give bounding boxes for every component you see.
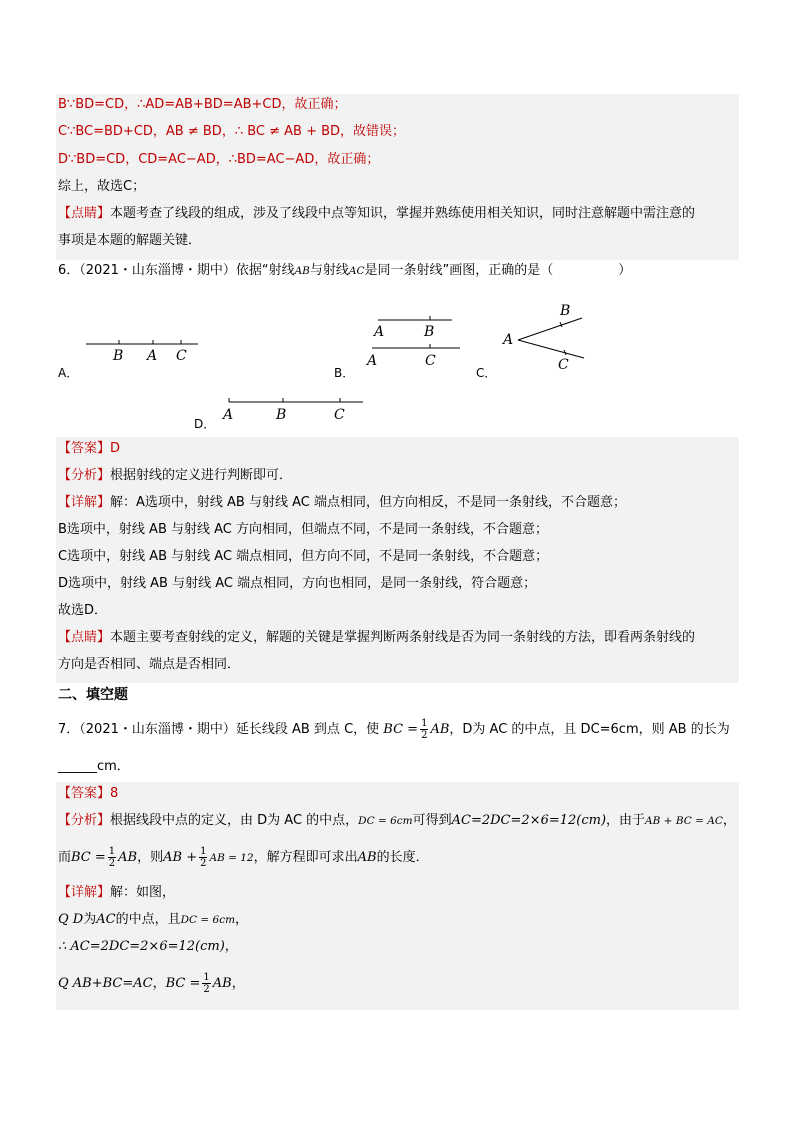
analysis-eq: AB = 12 (209, 852, 254, 864)
detail-tag: 【详解】 (58, 495, 111, 510)
analysis-text: 根据线段中点的定义，由 D为 AC 的中点， (110, 813, 359, 828)
analysis-sum: AB + BC = AC (645, 815, 723, 827)
q7-stem (58, 718, 730, 741)
detail-text: 为 (83, 912, 97, 927)
fig-c-point-c: C (558, 357, 569, 373)
comment-tag: 【点睛】 (58, 630, 111, 645)
fig-a-point-c: C (176, 348, 187, 364)
frac-num: 1 (200, 846, 207, 857)
detail-since-d: Q D (58, 912, 84, 927)
frac-num: 1 (203, 972, 210, 983)
frac-num: 1 (108, 846, 116, 857)
q7-detail-3 (58, 938, 238, 956)
analysis-text: ，解方程即可求出 (253, 850, 358, 865)
analysis-ab-plus: AB + (163, 850, 198, 865)
q6-detail-b: B选项中，射线 AB 与射线 AC 方向相同，但端点不同，不是同一条射线，不合题意； (58, 522, 549, 537)
answer-value: 8 (110, 786, 119, 801)
detail-text: ， (235, 912, 249, 927)
q6-stem (58, 262, 631, 280)
frac-num: 1 (421, 718, 428, 729)
q7-stem-ab: AB (430, 722, 450, 737)
q6-choice: 故选D． (58, 603, 108, 618)
fig-b-top-a: A (374, 324, 385, 340)
q7-detail-4 (58, 972, 245, 995)
answer-tag: 【答案】 (58, 786, 111, 801)
q7-detail-1 (58, 884, 175, 902)
analysis-text: 根据射线的定义进行判断即可． (110, 468, 293, 483)
answer-tag: 【答案】 (58, 441, 111, 456)
q6-option-b-label: B． (334, 366, 355, 380)
fig-b-bottom-a: A (367, 353, 378, 369)
q6-figure-a (80, 330, 210, 366)
fig-c-point-b: B (560, 303, 571, 319)
detail-ac-calc: ∴ AC=2DC=2×6=12(cm) (58, 939, 225, 954)
analysis-ab-2: AB (357, 850, 377, 865)
q6-comment-2: 方向是否相同、端点是否相同． (58, 657, 241, 672)
fig-b-bottom-c: C (425, 353, 436, 369)
q6-detail-a (58, 494, 626, 512)
detail-bc: BC = (165, 976, 201, 991)
frac-den: 2 (200, 858, 207, 869)
analysis-text: ，则 (137, 850, 164, 865)
analysis-tag: 【分析】 (58, 813, 111, 828)
q6-comment-1 (58, 629, 695, 647)
analysis-text: ， (722, 813, 736, 828)
analysis-frac-2 (199, 846, 207, 869)
q6-answer (58, 440, 120, 458)
fig-c-point-a: A (503, 332, 514, 348)
q5-option-c-reason: C∵BC=BD+CD，AB ≠ BD，∴ BC ≠ AB + BD，故错误； (58, 124, 406, 139)
analysis-ac: AC=2DC=2×6=12(cm) (451, 813, 607, 828)
detail-tag: 【详解】 (58, 885, 111, 900)
analysis-tag: 【分析】 (58, 468, 111, 483)
detail-text: ， (152, 976, 166, 991)
comment-tag: 【点睛】 (58, 206, 111, 221)
q6-stem-ab: AB (294, 265, 310, 277)
detail-ab: AB (212, 976, 232, 991)
q6-option-c-label: C． (476, 366, 497, 380)
fig-a-point-b: B (113, 348, 124, 364)
frac-den: 2 (203, 984, 210, 995)
q6-option-d-label: D． (194, 417, 216, 431)
q7-stem-pre: 7．（2021・山东淄博・期中）延长线段 AB 到点 C，使 (58, 722, 380, 737)
detail-dc: DC = 6cm (180, 914, 236, 926)
q6-figure-c (500, 300, 600, 374)
analysis-text: ，由于 (606, 813, 646, 828)
q6-figure-b (360, 310, 470, 370)
q5-option-b-reason: B∵BD=CD，∴AD=AB+BD=AB+CD，故正确； (58, 97, 347, 112)
fig-a-point-a: A (147, 348, 158, 364)
q5-comment-1 (58, 205, 695, 223)
analysis-text: 而 (58, 850, 72, 865)
q7-analysis-1 (58, 812, 736, 830)
fig-d-point-c: C (334, 407, 345, 423)
q6-stem-ac: AC (348, 265, 365, 277)
comment-text: 本题主要考查射线的定义，解题的关键是掌握判断两条射线是否为同一条射线的方法，即看两条射线的 (110, 630, 696, 645)
q6-detail-d: D选项中，射线 AB 与射线 AC 端点相同，方向也相同，是同一条射线，符合题意； (58, 576, 537, 591)
fig-b-top-b: B (424, 324, 435, 340)
comment-text: 本题考查了线段的组成，涉及了线段中点等知识，掌握并熟练使用相关知识，同时注意解题中需注意的 (110, 206, 696, 221)
q5-comment-2: 事项是本题的解题关键． (58, 233, 202, 248)
detail-text: 的中点，且 (115, 912, 181, 927)
q6-option-a-label: A． (58, 366, 79, 380)
analysis-frac (108, 846, 116, 869)
analysis-text: 的长度． (376, 850, 429, 865)
detail-text: ， (224, 939, 238, 954)
q6-stem-post: 是同一条射线”画图，正确的是（ ） (364, 263, 632, 278)
detail-text: 解：A选项中，射线 AB 与射线 AC 端点相同，但方向相反，不是同一条射线，不合题意； (110, 495, 626, 510)
frac-den: 2 (108, 858, 116, 869)
analysis-dc: DC = 6cm (358, 815, 413, 827)
q7-detail-2 (58, 911, 248, 929)
q6-stem-pre: 6．（2021・山东淄博・期中）依据“射线 (58, 263, 295, 278)
fig-d-point-b: B (276, 407, 287, 423)
detail-text: ， (231, 976, 245, 991)
detail-frac (202, 972, 210, 995)
detail-sum: Q AB+BC=AC (58, 976, 153, 991)
q6-figure-d (215, 390, 370, 426)
q7-stem-frac (420, 718, 428, 741)
q6-stem-mid: 与射线 (309, 263, 349, 278)
detail-text: 解：如图， (110, 885, 176, 900)
q7-stem-bc: BC = (383, 722, 419, 737)
answer-value: D (110, 441, 121, 456)
q7-blank: ______cm． (58, 759, 130, 774)
q6-detail-c: C选项中，射线 AB 与射线 AC 端点相同，但方向不同，不是同一条射线，不合题意； (58, 549, 549, 564)
q7-analysis-2 (58, 846, 429, 869)
analysis-ab: AB (118, 850, 138, 865)
q7-answer (58, 785, 118, 803)
q6-analysis (58, 467, 292, 485)
fig-d-point-a: A (223, 407, 234, 423)
analysis-text: 可得到 (412, 813, 452, 828)
q5-conclusion: 综上，故选C； (58, 179, 146, 194)
section-heading: 二、填空题 (58, 687, 128, 703)
frac-den: 2 (421, 730, 428, 741)
q7-stem-post: ，D为 AC 的中点，且 DC=6cm，则 AB 的长为 (449, 722, 730, 737)
analysis-bc: BC = (71, 850, 106, 865)
q5-option-d-reason: D∵BD=CD，CD=AC−AD，∴BD=AC−AD，故正确； (58, 152, 380, 167)
detail-ac: AC (96, 912, 116, 927)
